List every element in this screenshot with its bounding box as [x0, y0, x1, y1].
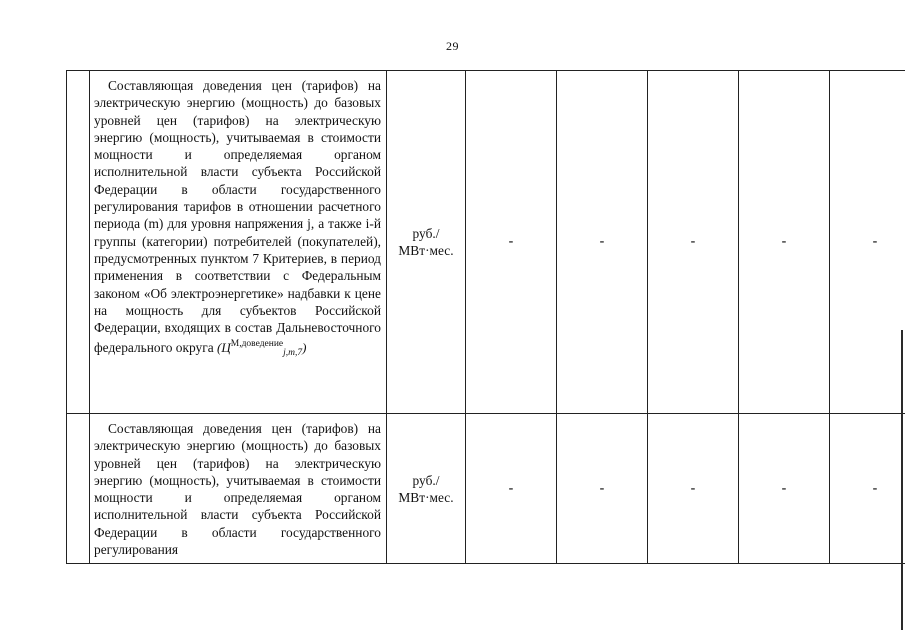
symbol-subscript: j,m,7 [283, 348, 303, 359]
symbol-superscript: М,доведение [230, 339, 284, 350]
unit-cell [387, 71, 466, 414]
value-cell: - [830, 71, 905, 414]
value-cell: - [648, 71, 739, 414]
value-cell: - [830, 414, 905, 564]
row-number-cell [67, 414, 90, 564]
table-row [67, 71, 905, 414]
description-body: Составляющая доведения цен (тарифов) на электрическую энергию (мощность) до базовых уровней цен (тарифов) на электрическую энергию (мощность), учитываемая в стоимости мощности и определяемая органом исполнительной власти субъекта Российской Федерации в области государственного регулирования тарифов в отношении расчетного периода (m) для уровня напряжения j, а также i-й группы (категории) потребителей (покупателей), предусмотренных пунктом 7 Критериев, в период применения в соответствии с Федеральным законом «Об электроэнергетике» надбавки к цене на мощность для субъектов Российской Федерации, входящих в состав Дальневосточного федерального округа [94, 78, 381, 356]
tariff-table [66, 70, 905, 564]
value-cell: - [466, 71, 557, 414]
unit-line-1: руб./ [412, 226, 440, 241]
scan-edge-line [901, 330, 903, 630]
description-text [94, 77, 381, 363]
description-cell [90, 414, 387, 564]
symbol-base: Ц [221, 340, 231, 356]
formula-symbol [217, 339, 307, 359]
symbol-open-paren: ( [217, 340, 222, 356]
unit-line-2: МВт·мес. [398, 489, 454, 505]
unit-line-2: МВт·мес. [398, 243, 454, 258]
unit-line-1: руб./ [412, 472, 440, 488]
page-number: 29 [446, 39, 459, 53]
description-text: Составляющая доведения цен (тарифов) на электрическую энергию (мощность) до базовых уровней цен (тарифов) на электрическую энергию (мощность), учитываемая в стоимости мощности и определяемая органом исполнительной власти субъекта Российской Федерации в области государственного регулирования [94, 421, 381, 558]
unit-cell [387, 414, 466, 564]
value-cell: - [557, 71, 648, 414]
value-cell: - [466, 414, 557, 564]
description-cell [90, 71, 387, 414]
value-cell: - [739, 414, 830, 564]
row-number-cell [67, 71, 90, 414]
value-cell: - [739, 71, 830, 414]
value-cell: - [557, 414, 648, 564]
symbol-close-paren: ) [302, 340, 307, 356]
table-row [67, 414, 905, 564]
value-cell: - [648, 414, 739, 564]
